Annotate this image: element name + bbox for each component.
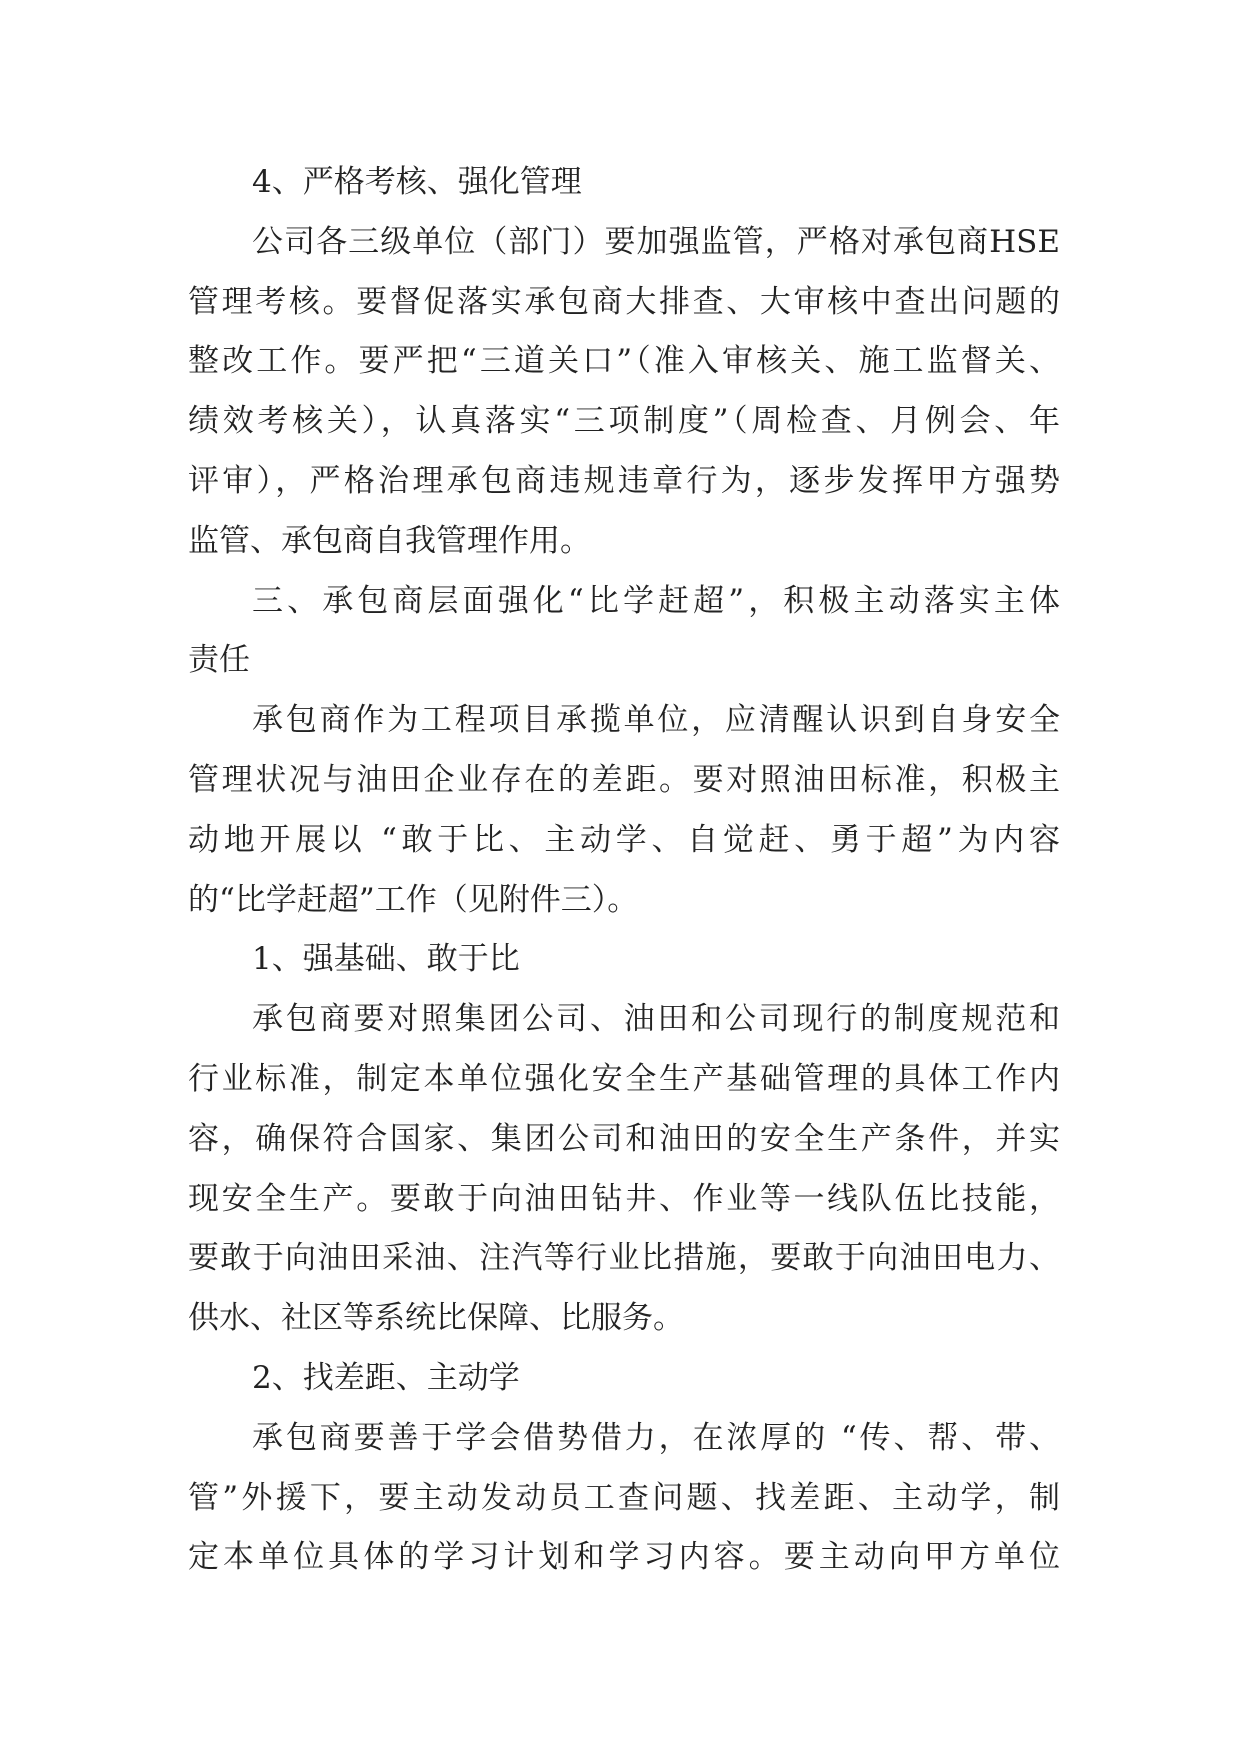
paragraph-line: 要敢于向油田采油、注汽等行业比措施，要敢于向油田电力、	[188, 1240, 1060, 1277]
paragraph-line: 管理考核。要督促落实承包商大排查、大审核中查出问题的	[188, 283, 1060, 320]
heading-strict-assessment: 4、严格考核、强化管理	[252, 164, 582, 200]
paragraph-line: 监管、承包商自我管理作用。	[188, 522, 591, 559]
paragraph-line: 动地开展以 “敢于比、主动学、自觉赶、勇于超”为内容	[188, 821, 1060, 858]
heading-find-gaps: 2、找差距、主动学	[252, 1359, 520, 1396]
paragraph-line: 定本单位具体的学习计划和学习内容。要主动向甲方单位	[188, 1539, 1060, 1576]
paragraph-line: 整改工作。要严把“三道关口”（准入审核关、施工监督关、	[188, 343, 1060, 380]
section-heading-three: 三、承包商层面强化“比学赶超”，积极主动落实主体	[252, 582, 1060, 619]
paragraph-line: 承包商作为工程项目承揽单位，应清醒认识到自身安全	[252, 702, 1060, 739]
paragraph-line: 行业标准，制定本单位强化安全生产基础管理的具体工作内	[188, 1060, 1060, 1097]
section-heading-three-cont: 责任	[188, 642, 250, 679]
paragraph-line: 容，确保符合国家、集团公司和油田的安全生产条件，并实	[188, 1120, 1060, 1157]
paragraph-line: 供水、社区等系统比保障、比服务。	[188, 1300, 684, 1337]
heading-strengthen-basics: 1、强基础、敢于比	[252, 941, 520, 978]
paragraph-line: 承包商要善于学会借势借力，在浓厚的 “传、帮、带、	[252, 1419, 1060, 1456]
paragraph-line: 公司各三级单位（部门）要加强监管，严格对承包商HSE	[252, 223, 1060, 260]
paragraph-line: 绩效考核关），认真落实“三项制度”（周检查、月例会、年	[188, 403, 1060, 440]
paragraph-line: 评审），严格治理承包商违规违章行为，逐步发挥甲方强势	[188, 462, 1060, 499]
paragraph-line: 管理状况与油田企业存在的差距。要对照油田标准，积极主	[188, 761, 1060, 798]
document-body	[188, 153, 1060, 1588]
paragraph-line: 承包商要对照集团公司、油田和公司现行的制度规范和	[252, 1001, 1060, 1038]
paragraph-line: 现安全生产。要敢于向油田钻井、作业等一线队伍比技能，	[188, 1180, 1060, 1217]
paragraph-line: 的“比学赶超”工作（见附件三）。	[188, 881, 639, 918]
paragraph-line: 管”外援下，要主动发动员工查问题、找差距、主动学，制	[188, 1479, 1060, 1516]
